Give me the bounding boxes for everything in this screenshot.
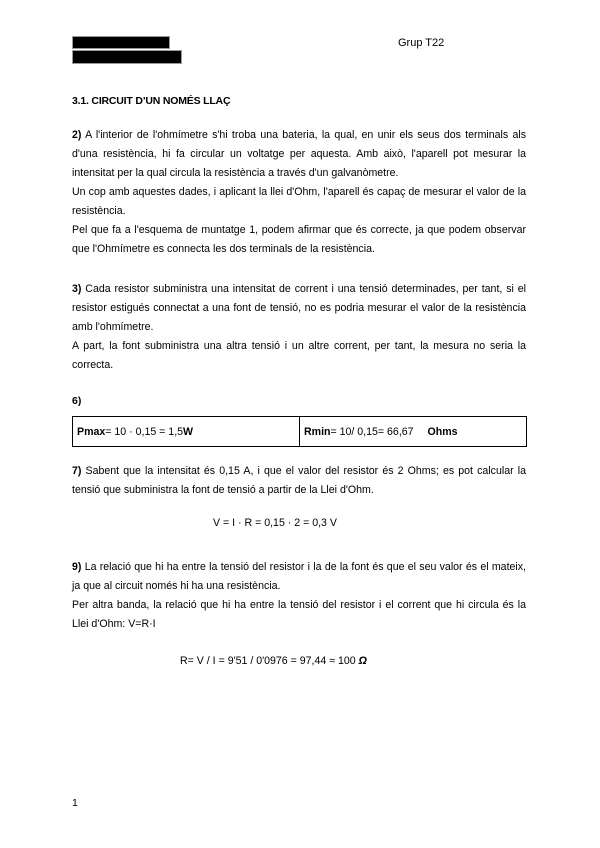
ohm-symbol: Ω [358,655,367,667]
question-number: 3) [72,283,82,295]
redacted-name-line-1 [72,36,170,49]
pmax-unit: W [183,425,194,438]
paragraph-text: La relació que hi ha entre la tensió del resistor i la de la font és que el seu valor és el mateix, ja que al circuit només hi ha una resistència. [72,561,526,592]
rmin-cell [300,417,526,446]
section-title: 3.1. CIRCUIT D’UN NOMÉS LLAÇ [72,95,231,107]
paragraph-text: Un cop amb aquestes dades, i aplicant la llei d'Ohm, l'aparell és capaç de mesurar el valor de la resistència. [72,186,526,217]
question-number: 9) [72,561,82,573]
question-number: 7) [72,465,82,477]
answer-2 [72,126,526,259]
pmax-cell [73,417,300,446]
answer-9 [72,558,526,634]
results-table [72,416,527,447]
ohm-formula-resistance [180,655,367,667]
rmin-unit: Ohms [427,425,458,438]
ohm-formula-voltage: V = I · R = 0,15 · 2 = 0,3 V [213,517,337,529]
group-label: Grup T22 [398,37,445,49]
redacted-name-line-2 [72,50,182,64]
rmin-expression: = 10/ 0,15= 66,67 [330,425,414,438]
paragraph-text: A l'interior de l'ohmímetre s'hi troba una bateria, la qual, en unir els seus dos terminals als d'una resistència, hi fa circular un voltatge per aquesta. Amb això, l'aparell pot mesurar la intensitat per la qual circula la resistència a través d'un galvanòmetre. [72,129,526,179]
paragraph-text: Pel que fa a l'esquema de muntatge 1, podem afirmar que és correcte, ja que podem observar que l'Ohmímetre es connecta les dos terminals de la resistència. [72,224,526,255]
question-number: 2) [72,129,82,141]
paragraph-text: Per altra banda, la relació que hi ha entre la tensió del resistor i el corrent que hi circula és la Llei d'Ohm: V=R·I [72,599,526,630]
paragraph-text: Sabent que la intensitat és 0,15 A, i que el valor del resistor és 2 Ohms; es pot calcular la tensió que subministra la font de tensió a partir de la Llei d'Ohm. [72,465,526,496]
paragraph-text: Cada resistor subministra una intensitat de corrent i una tensió determinades, per tant, si el resistor estigués connectat a una font de tensió, no es podria mesurar el valor de la resistència amb l'ohmímetre. [72,283,526,333]
answer-3 [72,280,526,375]
page-number: 1 [72,797,78,809]
paragraph-text: A part, la font subministra una altra tensió i un altre corrent, per tant, la mesura no seria la correcta. [72,340,526,371]
pmax-expression: = 10 · 0,15 = 1,5 [105,425,184,438]
rmin-label: Rmin [304,425,331,438]
answer-7 [72,462,526,500]
formula-text: R= V / I = 9'51 / 0'0976 = 97,44 ≈ 100 [180,655,359,667]
pmax-label: Pmax [77,425,106,438]
question-number-6: 6) [72,395,82,407]
